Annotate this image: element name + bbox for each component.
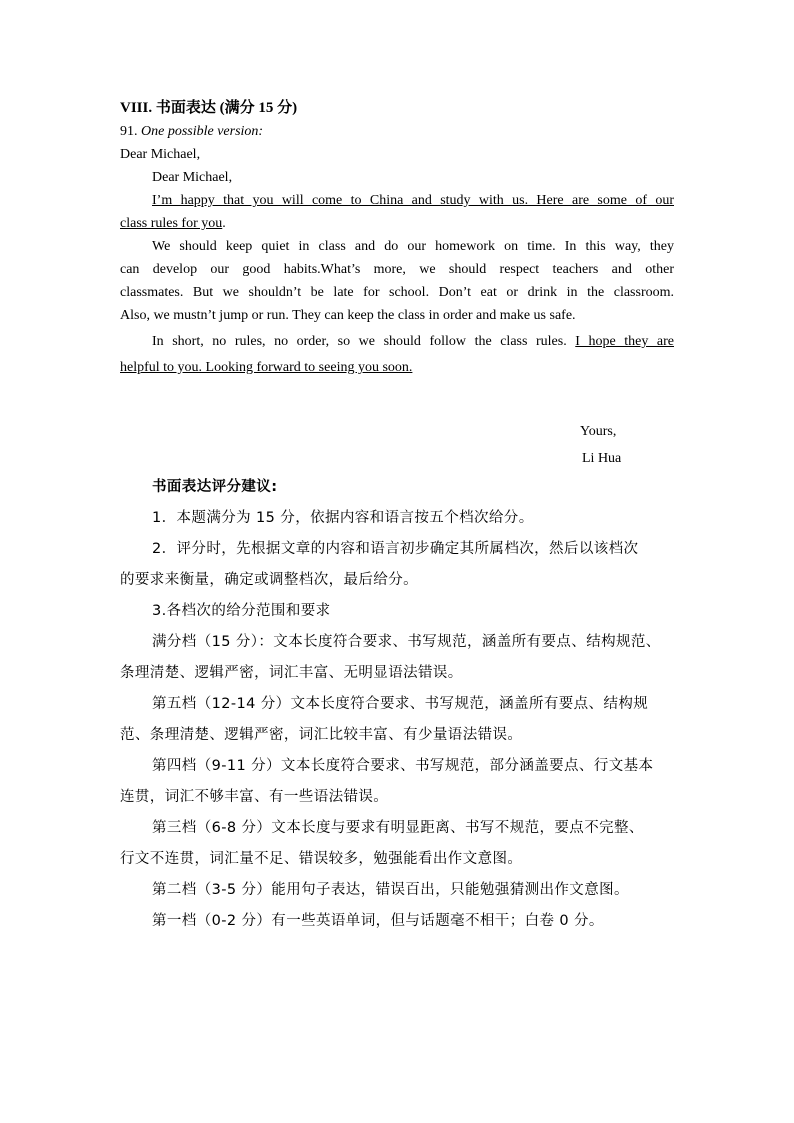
letter-salutation-repeat: Dear Michael, bbox=[152, 170, 233, 185]
letter-p3-underlined-start: I hope they are bbox=[575, 334, 674, 349]
rubric-item-2-line2: 的要求来衡量，确定或调整档次，最后给分。 bbox=[120, 572, 418, 588]
letter-p2-line1: We should keep quiet in class and do our homework on time. In this way, they bbox=[152, 239, 674, 254]
item-note: One possible version: bbox=[141, 124, 264, 139]
letter-p2-line2: can develop our good habits.What’s more, we should respect teachers and other bbox=[120, 262, 674, 277]
rubric-third-line1: 第三档（6-8 分）文本长度与要求有明显距离、书写不规范，要点不完整、 bbox=[152, 820, 644, 836]
letter-p2-line4: Also, we mustn’t jump or run. They can keep the class in order and make us safe. bbox=[120, 308, 576, 323]
letter-p1-period: . bbox=[222, 216, 226, 231]
letter-salutation: Dear Michael, bbox=[120, 147, 201, 162]
letter-p2-line3: classmates. But we shouldn’t be late for school. Don’t eat or drink in the classroom. bbox=[120, 285, 674, 300]
rubric-item-3: 3.各档次的给分范围和要求 bbox=[152, 603, 331, 619]
letter-p1-line2 bbox=[120, 212, 674, 235]
letter-p3-line1 bbox=[120, 330, 674, 353]
letter-p3-line2: helpful to you. Looking forward to seeing you soon. bbox=[120, 360, 413, 375]
letter-signature: Li Hua bbox=[582, 451, 622, 466]
rubric-full-line2: 条理清楚、逻辑严密，词汇丰富、无明显语法错误。 bbox=[120, 665, 463, 681]
item-line bbox=[120, 120, 674, 143]
section-title: VIII. 书面表达 (满分 15 分) bbox=[120, 100, 298, 116]
rubric-fifth-line1: 第五档（12-14 分）文本长度符合要求、书写规范，涵盖所有要点、结构规 bbox=[152, 696, 649, 712]
rubric-full-line1: 满分档（15 分）：文本长度符合要求、书写规范，涵盖所有要点、结构规范、 bbox=[152, 634, 661, 650]
rubric-title: 书面表达评分建议: bbox=[152, 479, 278, 495]
letter-p3-text: In short, no rules, no order, so we should follow the class rules. bbox=[152, 334, 576, 349]
item-number: 91. bbox=[120, 124, 141, 139]
rubric-item-2-line1: 2．评分时，先根据文章的内容和语言初步确定其所属档次，然后以该档次 bbox=[152, 541, 639, 557]
rubric-fourth-line2: 连贯，词汇不够丰富、有一些语法错误。 bbox=[120, 789, 389, 805]
letter-closing: Yours, bbox=[580, 424, 617, 439]
rubric-fifth-line2: 范、条理清楚、逻辑严密，词汇比较丰富、有少量语法错误。 bbox=[120, 727, 523, 743]
rubric-item-1: 1．本题满分为 15 分，依据内容和语言按五个档次给分。 bbox=[152, 510, 534, 526]
letter-p1-line1: I’m happy that you will come to China and study with us. Here are some of our bbox=[152, 193, 674, 208]
rubric-third-line2: 行文不连贯，词汇量不足、错误较多，勉强能看出作文意图。 bbox=[120, 851, 523, 867]
rubric-first: 第一档（0-2 分）有一些英语单词，但与话题毫不相干；白卷 0 分。 bbox=[152, 913, 604, 929]
answer-page bbox=[120, 96, 674, 929]
letter-p1-underlined-end: class rules for you bbox=[120, 216, 223, 231]
rubric-second: 第二档（3-5 分）能用句子表达，错误百出，只能勉强猜测出作文意图。 bbox=[152, 882, 629, 898]
rubric-fourth-line1: 第四档（9-11 分）文本长度符合要求、书写规范，部分涵盖要点、行文基本 bbox=[152, 758, 654, 774]
rubric bbox=[120, 472, 674, 937]
